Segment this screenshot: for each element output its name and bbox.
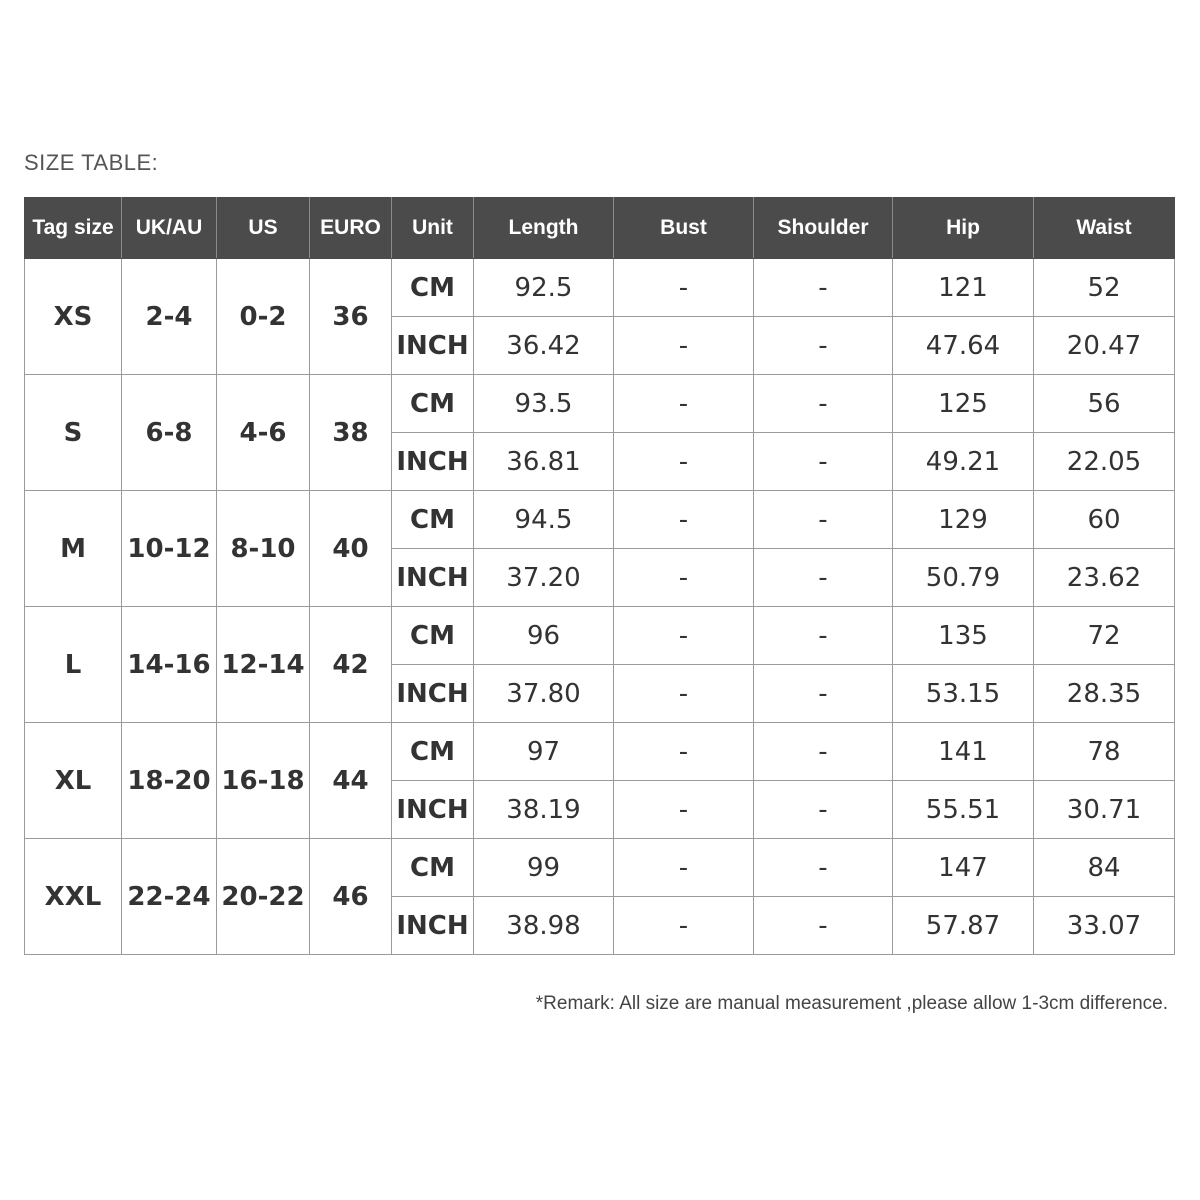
shoulder-cell: - — [754, 839, 893, 897]
hip-cell: 125 — [893, 375, 1034, 433]
length-cell: 92.5 — [474, 259, 614, 317]
header-hip: Hip — [893, 198, 1034, 259]
hip-cell: 135 — [893, 607, 1034, 665]
uk-au-cell: 10-12 — [122, 491, 217, 607]
hip-cell: 50.79 — [893, 549, 1034, 607]
uk-au-cell: 2-4 — [122, 259, 217, 375]
bust-cell: - — [614, 723, 754, 781]
header-us: US — [217, 198, 310, 259]
unit-cell: CM — [392, 839, 474, 897]
euro-cell: 38 — [310, 375, 392, 491]
hip-cell: 121 — [893, 259, 1034, 317]
remark-note: *Remark: All size are manual measurement ,please allow 1-3cm difference. — [535, 993, 1168, 1014]
table-row — [25, 491, 1175, 549]
bust-cell: - — [614, 317, 754, 375]
length-cell: 93.5 — [474, 375, 614, 433]
header-length: Length — [474, 198, 614, 259]
shoulder-cell: - — [754, 607, 893, 665]
bust-cell: - — [614, 433, 754, 491]
hip-cell: 55.51 — [893, 781, 1034, 839]
tag-size-cell: S — [25, 375, 122, 491]
table-row — [25, 607, 1175, 665]
header-bust: Bust — [614, 198, 754, 259]
us-cell: 8-10 — [217, 491, 310, 607]
length-cell: 96 — [474, 607, 614, 665]
unit-cell: INCH — [392, 317, 474, 375]
length-cell: 38.19 — [474, 781, 614, 839]
tag-size-cell: L — [25, 607, 122, 723]
tag-size-cell: XXL — [25, 839, 122, 955]
bust-cell: - — [614, 259, 754, 317]
bust-cell: - — [614, 839, 754, 897]
waist-cell: 22.05 — [1034, 433, 1175, 491]
size-table — [24, 197, 1175, 955]
uk-au-cell: 6-8 — [122, 375, 217, 491]
bust-cell: - — [614, 781, 754, 839]
unit-cell: INCH — [392, 665, 474, 723]
us-cell: 4-6 — [217, 375, 310, 491]
length-cell: 37.20 — [474, 549, 614, 607]
euro-cell: 44 — [310, 723, 392, 839]
hip-cell: 147 — [893, 839, 1034, 897]
hip-cell: 53.15 — [893, 665, 1034, 723]
header-row — [25, 198, 1175, 259]
shoulder-cell: - — [754, 781, 893, 839]
unit-cell: CM — [392, 607, 474, 665]
unit-cell: INCH — [392, 433, 474, 491]
page-title: SIZE TABLE: — [24, 150, 159, 175]
waist-cell: 28.35 — [1034, 665, 1175, 723]
bust-cell: - — [614, 665, 754, 723]
shoulder-cell: - — [754, 491, 893, 549]
shoulder-cell: - — [754, 433, 893, 491]
hip-cell: 57.87 — [893, 897, 1034, 955]
header-uk-au: UK/AU — [122, 198, 217, 259]
euro-cell: 42 — [310, 607, 392, 723]
bust-cell: - — [614, 549, 754, 607]
unit-cell: CM — [392, 723, 474, 781]
header-euro: EURO — [310, 198, 392, 259]
table-row — [25, 375, 1175, 433]
header-waist: Waist — [1034, 198, 1175, 259]
waist-cell: 23.62 — [1034, 549, 1175, 607]
length-cell: 36.42 — [474, 317, 614, 375]
waist-cell: 52 — [1034, 259, 1175, 317]
us-cell: 16-18 — [217, 723, 310, 839]
bust-cell: - — [614, 897, 754, 955]
bust-cell: - — [614, 607, 754, 665]
hip-cell: 47.64 — [893, 317, 1034, 375]
us-cell: 20-22 — [217, 839, 310, 955]
length-cell: 38.98 — [474, 897, 614, 955]
shoulder-cell: - — [754, 897, 893, 955]
unit-cell: CM — [392, 491, 474, 549]
unit-cell: INCH — [392, 781, 474, 839]
table-row — [25, 839, 1175, 897]
length-cell: 97 — [474, 723, 614, 781]
hip-cell: 49.21 — [893, 433, 1034, 491]
shoulder-cell: - — [754, 723, 893, 781]
length-cell: 36.81 — [474, 433, 614, 491]
table-row — [25, 259, 1175, 317]
unit-cell: CM — [392, 375, 474, 433]
waist-cell: 20.47 — [1034, 317, 1175, 375]
uk-au-cell: 18-20 — [122, 723, 217, 839]
length-cell: 99 — [474, 839, 614, 897]
shoulder-cell: - — [754, 259, 893, 317]
length-cell: 94.5 — [474, 491, 614, 549]
unit-cell: INCH — [392, 897, 474, 955]
header-unit: Unit — [392, 198, 474, 259]
euro-cell: 36 — [310, 259, 392, 375]
shoulder-cell: - — [754, 317, 893, 375]
tag-size-cell: XS — [25, 259, 122, 375]
waist-cell: 33.07 — [1034, 897, 1175, 955]
hip-cell: 141 — [893, 723, 1034, 781]
unit-cell: CM — [392, 259, 474, 317]
us-cell: 0-2 — [217, 259, 310, 375]
waist-cell: 84 — [1034, 839, 1175, 897]
header-tag-size: Tag size — [25, 198, 122, 259]
waist-cell: 56 — [1034, 375, 1175, 433]
tag-size-cell: XL — [25, 723, 122, 839]
header-shoulder: Shoulder — [754, 198, 893, 259]
shoulder-cell: - — [754, 375, 893, 433]
waist-cell: 78 — [1034, 723, 1175, 781]
us-cell: 12-14 — [217, 607, 310, 723]
euro-cell: 46 — [310, 839, 392, 955]
unit-cell: INCH — [392, 549, 474, 607]
hip-cell: 129 — [893, 491, 1034, 549]
euro-cell: 40 — [310, 491, 392, 607]
bust-cell: - — [614, 491, 754, 549]
bust-cell: - — [614, 375, 754, 433]
shoulder-cell: - — [754, 549, 893, 607]
waist-cell: 60 — [1034, 491, 1175, 549]
length-cell: 37.80 — [474, 665, 614, 723]
table-row — [25, 723, 1175, 781]
uk-au-cell: 22-24 — [122, 839, 217, 955]
shoulder-cell: - — [754, 665, 893, 723]
waist-cell: 72 — [1034, 607, 1175, 665]
uk-au-cell: 14-16 — [122, 607, 217, 723]
table-body — [25, 259, 1175, 955]
tag-size-cell: M — [25, 491, 122, 607]
waist-cell: 30.71 — [1034, 781, 1175, 839]
